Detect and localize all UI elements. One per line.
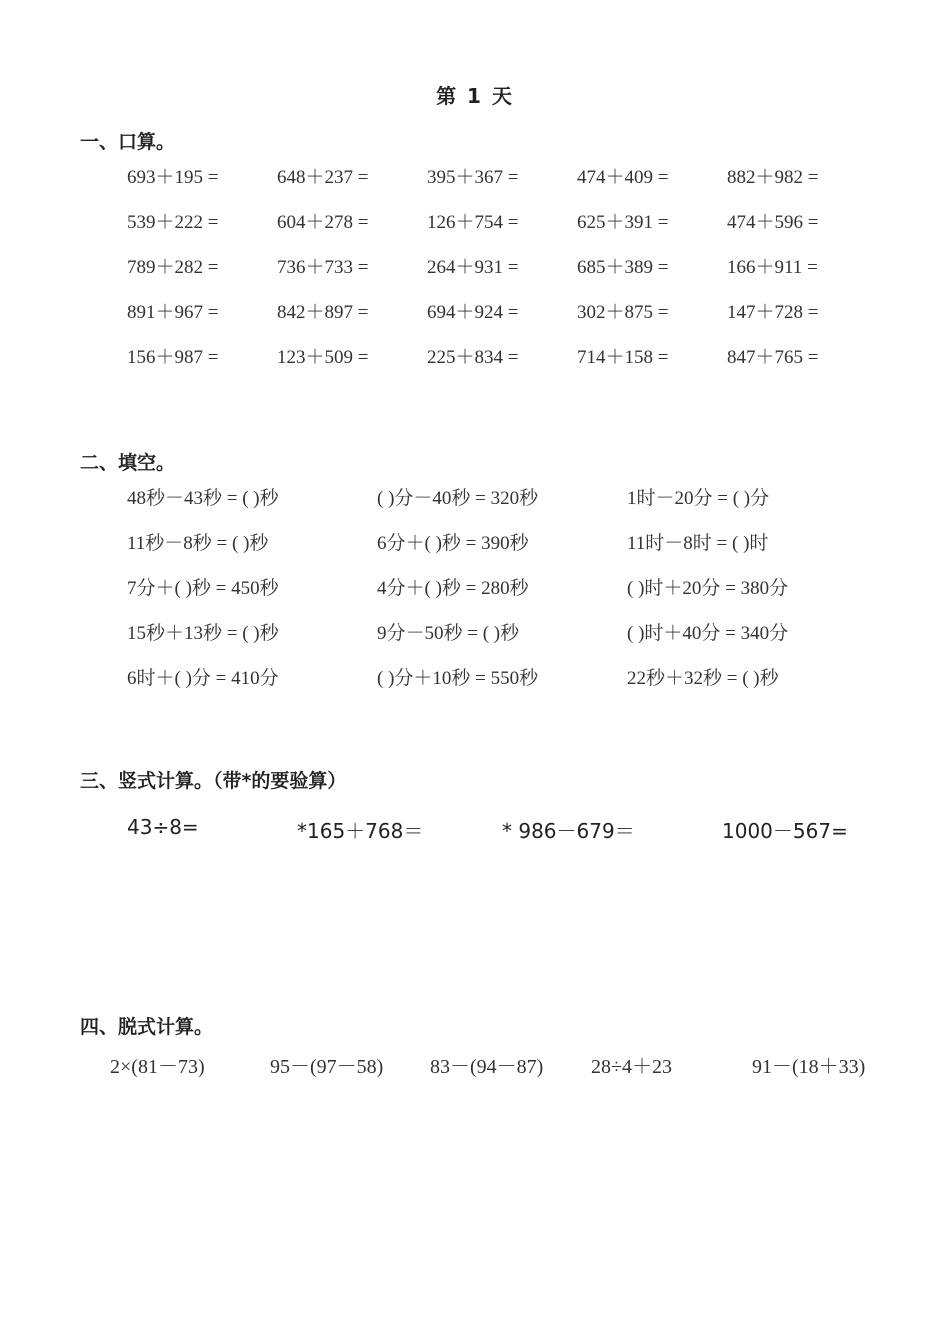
fill-blank-problem: 22秒＋32秒 = ( )秒 xyxy=(627,668,779,689)
fill-blank-problem: ( )分＋10秒 = 550秒 xyxy=(377,668,539,689)
fill-blank-problem: ( )分－40秒 = 320秒 xyxy=(377,488,539,509)
oral-problem: 225＋834 = xyxy=(427,347,519,368)
fill-blank-problem: ( )时＋20分 = 380分 xyxy=(627,578,789,599)
vertical-problem: * 986－679＝ xyxy=(502,819,635,843)
oral-problem: 166＋911 = xyxy=(727,257,818,278)
fill-blank-problem: 6分＋( )秒 = 390秒 xyxy=(377,533,529,554)
oral-problem: 126＋754 = xyxy=(427,212,519,233)
fill-blank-problem: 11秒－8秒 = ( )秒 xyxy=(127,533,269,554)
oral-problem: 842＋897 = xyxy=(277,302,369,323)
oral-problem: 694＋924 = xyxy=(427,302,519,323)
vertical-problem: 43÷8= xyxy=(127,815,199,839)
step-problem: 83－(94－87) xyxy=(430,1056,544,1078)
vertical-problem: 1000－567= xyxy=(722,819,848,843)
fill-blank-problem: 7分＋( )秒 = 450秒 xyxy=(127,578,279,599)
step-problem: 28÷4＋23 xyxy=(591,1056,672,1078)
fill-blank-problem: 9分－50秒 = ( )秒 xyxy=(377,623,520,644)
oral-problem: 156＋987 = xyxy=(127,347,219,368)
fill-blank-problem: 6时＋( )分 = 410分 xyxy=(127,668,279,689)
oral-problem: 604＋278 = xyxy=(277,212,369,233)
oral-problem: 147＋728 = xyxy=(727,302,819,323)
oral-problem: 648＋237 = xyxy=(277,167,369,188)
step-problem: 95－(97－58) xyxy=(270,1056,384,1078)
step-problem: 91－(18＋33) xyxy=(752,1056,866,1078)
fill-blank-problem: 4分＋( )秒 = 280秒 xyxy=(377,578,529,599)
oral-problem: 474＋596 = xyxy=(727,212,819,233)
fill-blank-problem: 11时－8时 = ( )时 xyxy=(627,533,769,554)
oral-calculation-grid xyxy=(127,162,887,387)
section-heading-vertical-calculation: 三、竖式计算。（带*的要验算） xyxy=(80,770,347,792)
step-problem: 2×(81－73) xyxy=(110,1056,205,1078)
section-heading-step-calculation: 四、脱式计算。 xyxy=(80,1016,214,1038)
oral-problem: 685＋389 = xyxy=(577,257,669,278)
oral-problem: 123＋509 = xyxy=(277,347,369,368)
section-heading-fill-blank: 二、填空。 xyxy=(80,452,176,474)
oral-problem: 882＋982 = xyxy=(727,167,819,188)
fill-blank-problem: 1时－20分 = ( )分 xyxy=(627,488,770,509)
oral-problem: 714＋158 = xyxy=(577,347,669,368)
fill-blank-grid xyxy=(127,483,887,708)
oral-problem: 625＋391 = xyxy=(577,212,669,233)
oral-problem: 891＋967 = xyxy=(127,302,219,323)
fill-blank-problem: 48秒－43秒 = ( )秒 xyxy=(127,488,279,509)
oral-problem: 789＋282 = xyxy=(127,257,219,278)
vertical-calculation-row xyxy=(127,815,887,845)
page-title: 第 1 天 xyxy=(436,84,514,108)
oral-problem: 264＋931 = xyxy=(427,257,519,278)
oral-problem: 539＋222 = xyxy=(127,212,219,233)
oral-problem: 736＋733 = xyxy=(277,257,369,278)
oral-problem: 847＋765 = xyxy=(727,347,819,368)
oral-problem: 302＋875 = xyxy=(577,302,669,323)
oral-problem: 693＋195 = xyxy=(127,167,219,188)
oral-problem: 395＋367 = xyxy=(427,167,519,188)
vertical-problem: *165＋768＝ xyxy=(297,819,424,843)
step-calculation-row xyxy=(110,1050,890,1080)
section-heading-oral-calculation: 一、口算。 xyxy=(80,131,176,153)
fill-blank-problem: ( )时＋40分 = 340分 xyxy=(627,623,789,644)
fill-blank-problem: 15秒＋13秒 = ( )秒 xyxy=(127,623,279,644)
oral-problem: 474＋409 = xyxy=(577,167,669,188)
